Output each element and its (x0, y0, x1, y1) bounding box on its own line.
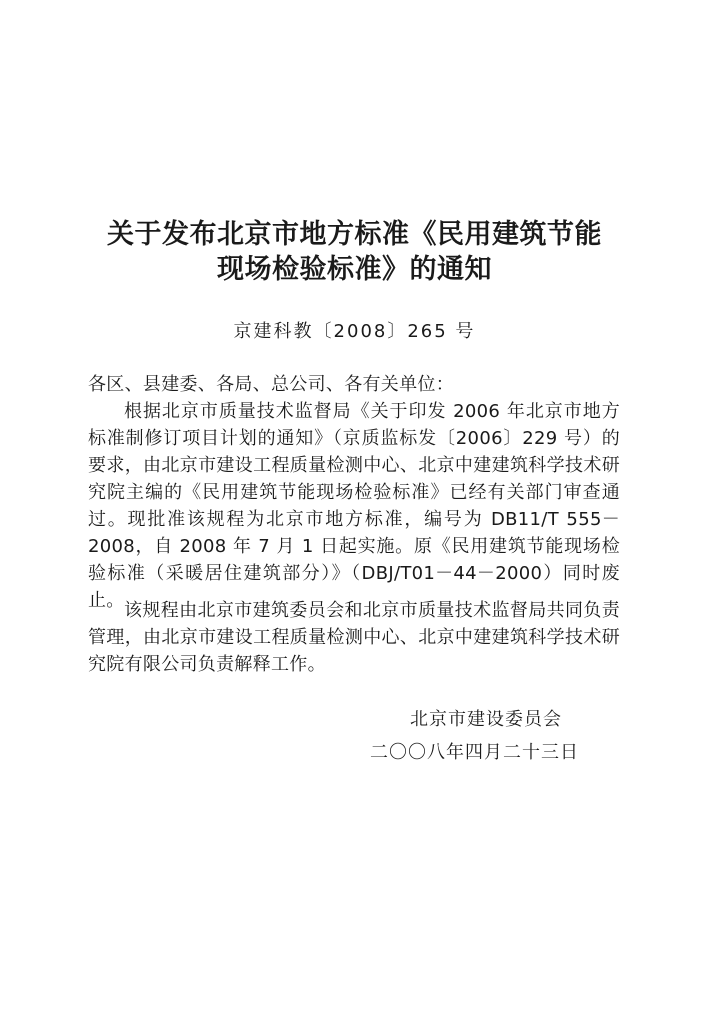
document-number: 京建科教〔2008〕265 号 (233, 321, 476, 342)
notice-title-line-2: 现场检验标准》的通知 (217, 254, 492, 285)
body-paragraph-1: 根据北京市质量技术监督局《关于印发 2006 年北京市地方标准制修订项目计划的通知》（京质监标发〔2006〕229 号）的要求，由北京市建设工程质量检测中心、北京中建建筑科学技术研究院主编的《民用建筑节能现场检验标准》已经有关部门审查通过。现批准该规程为北京市地方标准，编号为 DB11/T 555－2008，自 2008 年 7 月 1 日起实施。原《民用建筑节能现场检验标准（采暖居住建筑部分）》（DBJ/T01－44－2000）同时废止。 (88, 401, 620, 611)
addressee-line: 各区、县建委、各局、总公司、各有关单位： (88, 374, 454, 395)
notice-title-line-1: 关于发布北京市地方标准《民用建筑节能 (107, 219, 602, 250)
issue-date: 二〇〇八年四月二十三日 (370, 742, 579, 763)
issuing-authority: 北京市建设委员会 (410, 709, 562, 730)
body-paragraph-2: 该规程由北京市建筑委员会和北京市质量技术监督局共同负责管理，由北京市建设工程质量检测中心、北京中建建筑科学技术研究院有限公司负责解释工作。 (88, 600, 620, 675)
